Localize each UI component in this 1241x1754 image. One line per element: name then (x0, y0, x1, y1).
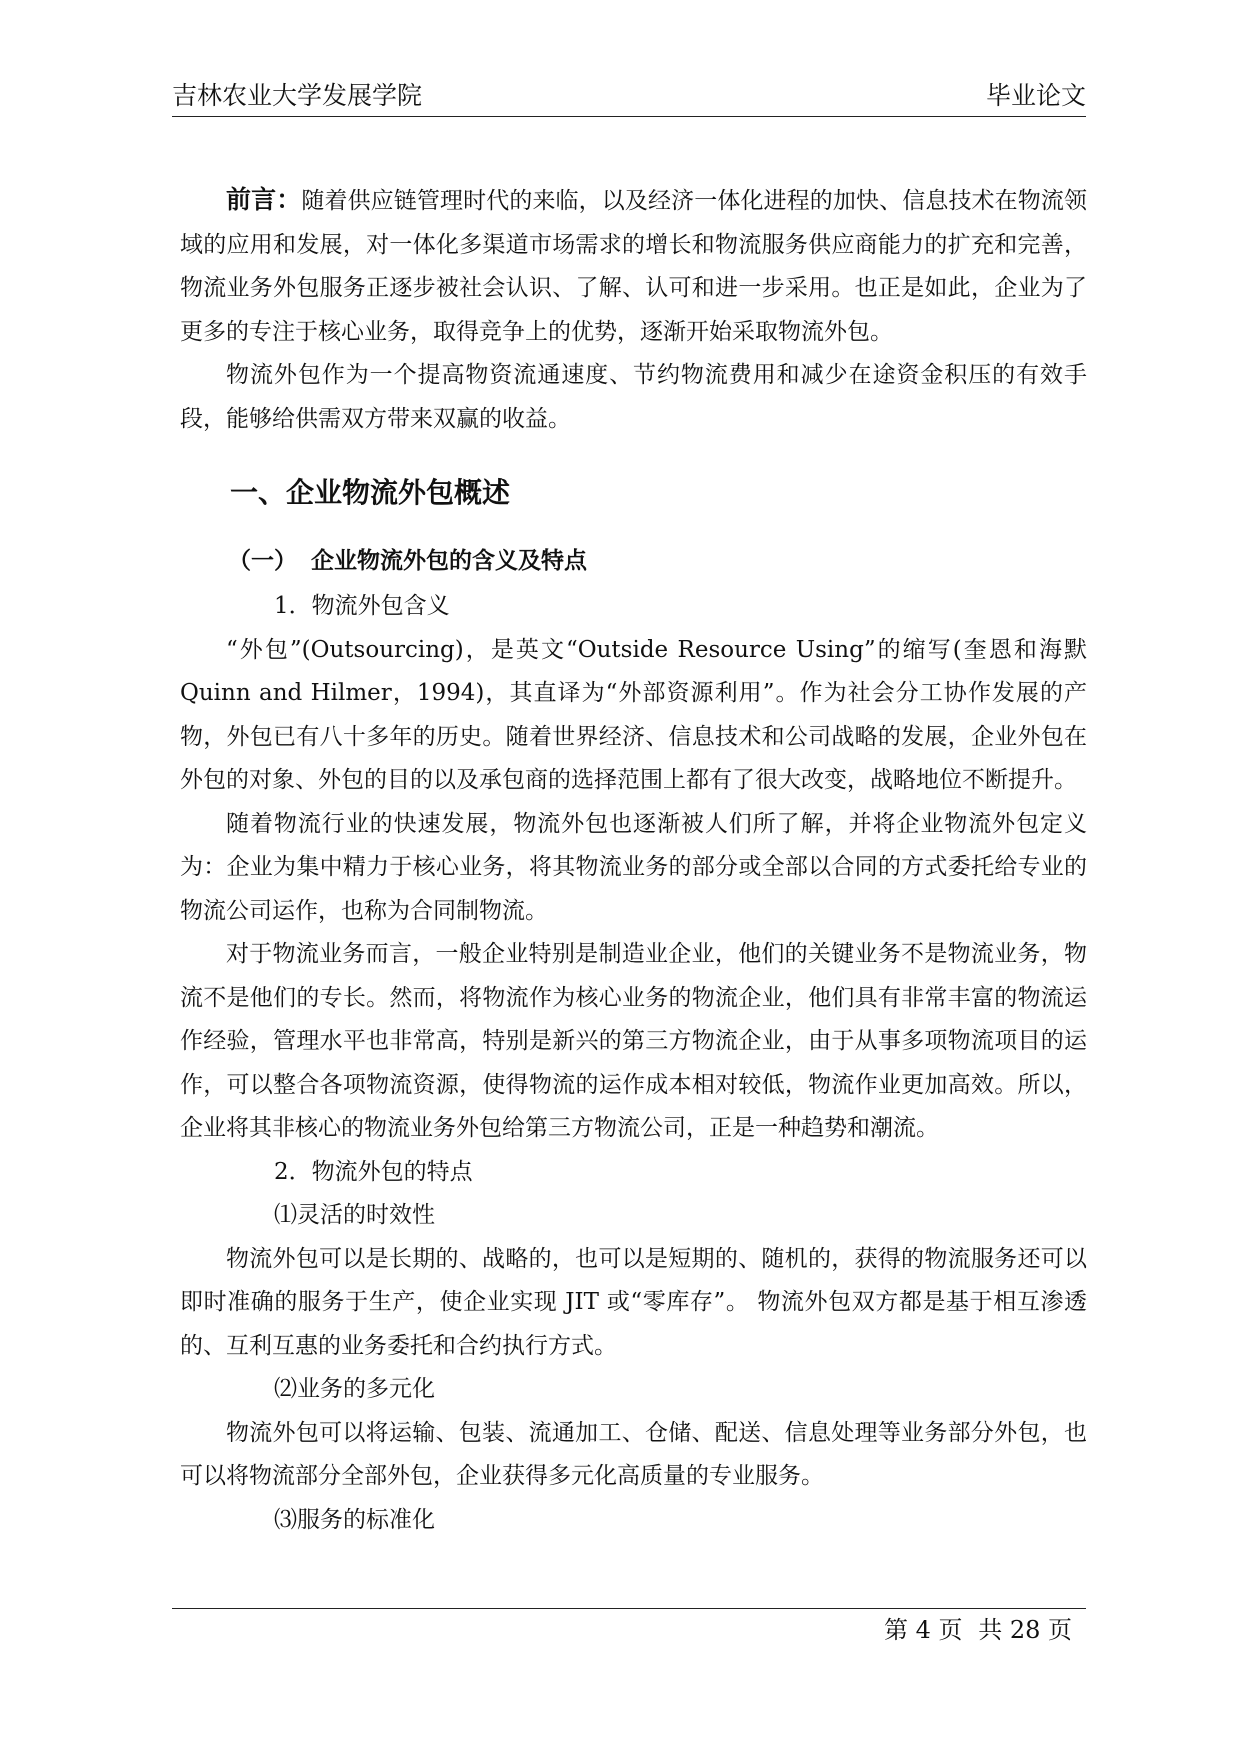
preface-label: 前言： (226, 185, 302, 214)
page-total: 共 28 页 (978, 1616, 1072, 1644)
page-footer (172, 1608, 1086, 1645)
preface-text: 随着供应链管理时代的来临，以及经济一体化进程的加快、信息技术在物流领域的应用和发展，对一体化多渠道市场需求的增长和物流服务供应商能力的扩充和完善，物流业务外包服务正逐步被社会认识、了解、认可和进一步采用。也正是如此，企业为了更多的专注于核心业务，取得竞争上的优势，逐渐开始采取物流外包。 (180, 188, 1087, 345)
page-header (172, 74, 1086, 117)
feature-heading: ⑴灵活的时效性 (274, 1202, 435, 1228)
item-heading: 2．物流外包的特点 (274, 1158, 473, 1185)
preface-paragraph-2: 物流外包作为一个提高物资流通速度、节约物流费用和减少在途资金积压的有效手段，能够给供需双方带来双赢的收益。 (180, 362, 1087, 432)
body-paragraph: 物流外包可以是长期的、战略的，也可以是短期的、随机的，获得的物流服务还可以即时准确的服务于生产，使企业实现 JIT 或“零库存”。 物流外包双方都是基于相互渗透的、互利互惠的业务委托和合约执行方式。 (180, 1245, 1087, 1359)
feature-heading: ⑵业务的多元化 (274, 1376, 435, 1402)
header-doc-type: 毕业论文 (985, 81, 1086, 110)
body-paragraph: “外包”(Outsourcing)，是英文“Outside Resource Using”的缩写(奎恩和海默 Quinn and Hilmer，1994)，其直译为“外部资源利用”。作为社会分工协作发展的产物，外包已有八十多年的历史。随着世界经济、信息技术和公司战略的发展，企业外包在外包的对象、外包的目的以及承包商的选择范围上都有了很大改变，战略地位不断提升。 (180, 636, 1087, 793)
item-heading: 1．物流外包含义 (274, 593, 450, 619)
preface-paragraph (180, 178, 1087, 354)
subsection-number: （一） (228, 548, 297, 574)
body-paragraph: 对于物流业务而言，一般企业特别是制造业企业，他们的关键业务不是物流业务，物流不是他们的专长。然而，将物流作为核心业务的物流企业，他们具有非常丰富的物流运作经验，管理水平也非常高，特别是新兴的第三方物流企业，由于从事多项物流项目的运作，可以整合各项物流资源，使得物流的运作成本相对较低，物流作业更加高效。所以，企业将其非核心的物流业务外包给第三方物流公司，正是一种趋势和潮流。 (180, 941, 1087, 1141)
header-institution: 吉林农业大学发展学院 (172, 81, 423, 110)
body-paragraph: 物流外包可以将运输、包装、流通加工、仓储、配送、信息处理等业务部分外包，也可以将物流部分全部外包，企业获得多元化高质量的专业服务。 (180, 1419, 1087, 1489)
page-number: 第 4 页 (884, 1616, 963, 1644)
section-heading: 一、企业物流外包概述 (230, 476, 511, 509)
subsection-title: 企业物流外包的含义及特点 (311, 548, 587, 574)
subsection-heading (180, 541, 1087, 581)
page-content (180, 178, 1087, 1542)
body-paragraph: 随着物流行业的快速发展，物流外包也逐渐被人们所了解，并将企业物流外包定义为：企业为集中精力于核心业务，将其物流业务的部分或全部以合同的方式委托给专业的物流公司运作，也称为合同制物流。 (180, 810, 1087, 924)
feature-heading: ⑶服务的标准化 (274, 1506, 435, 1533)
